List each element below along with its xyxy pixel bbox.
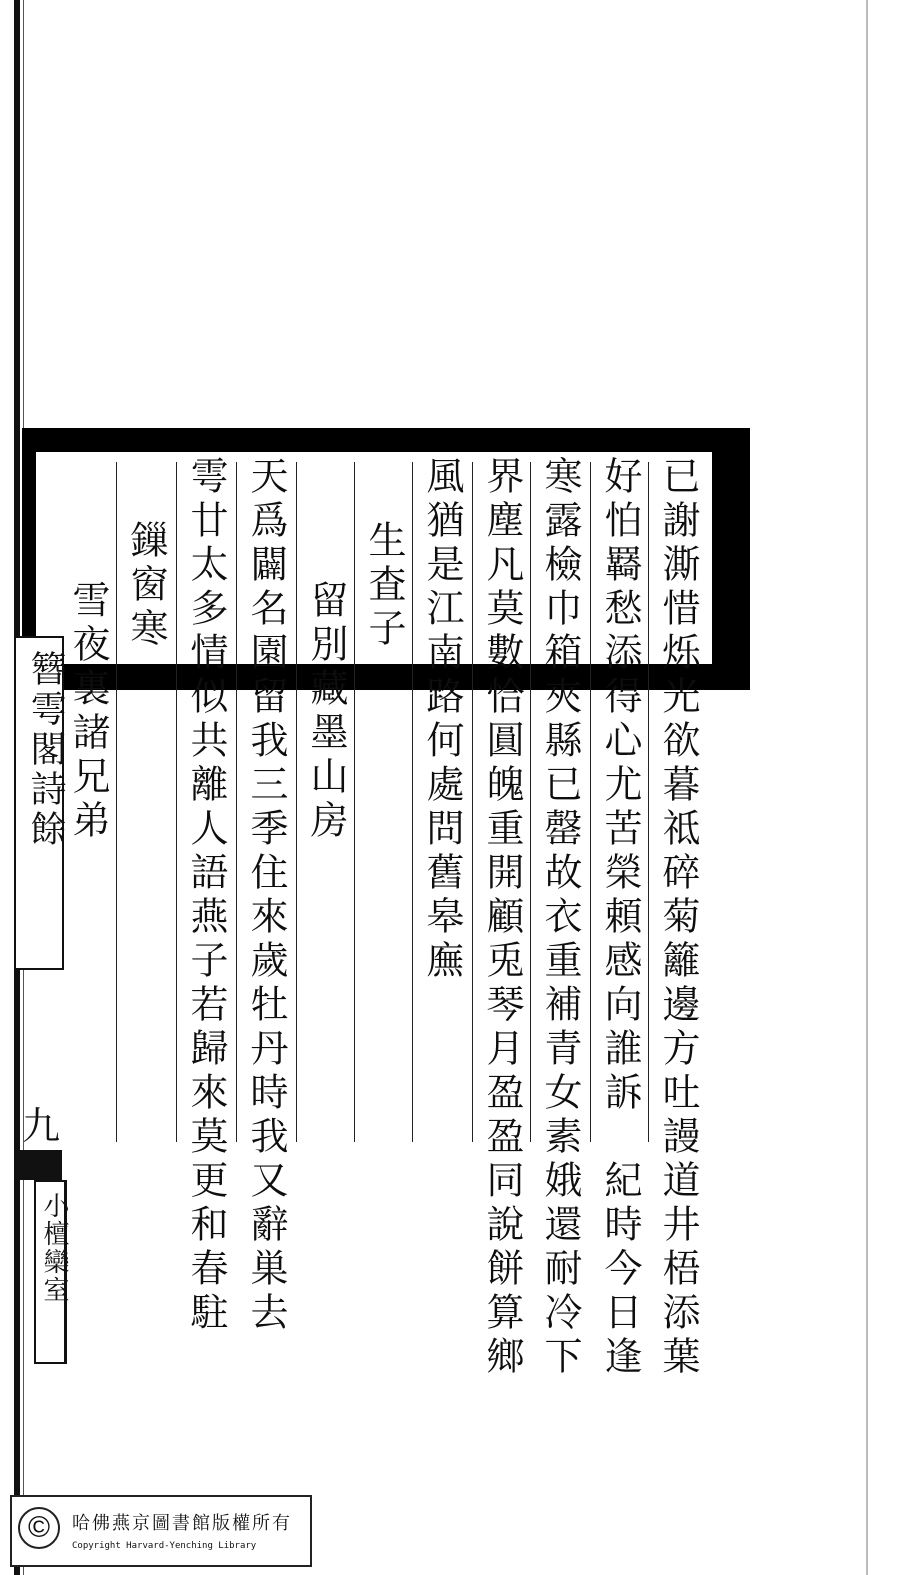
column-rule: [590, 462, 591, 1142]
poem-title-shengchazi: 生査子: [362, 520, 406, 652]
text-column-2: 好怕羇愁添得心尤苦榮頼感向誰訴 紀時今日逢: [598, 456, 642, 1380]
column-rule: [354, 462, 355, 1142]
page-number: 九: [22, 1104, 61, 1148]
text-column-3: 寒露檢巾箱夾縣已罄故衣重補青女素娥還耐冷下: [538, 456, 582, 1380]
column-rule: [530, 462, 531, 1142]
column-rule: [176, 462, 177, 1142]
text-column-8: 天爲闢名園留我三季住來歲牡丹時我又辭巣去: [244, 456, 288, 1336]
studio-name: 小檀欒室: [39, 1192, 69, 1304]
text-column-1: 已謝澌惜烁光欲暮祗碎菊籬邊方吐謾道井梧添葉: [656, 456, 700, 1380]
poem-subtitle-2: 雪夜裏諸兄弟: [66, 580, 110, 844]
page-edge: [866, 0, 868, 1575]
poem-title-suochuanghan: 鏁窗寒: [124, 520, 168, 652]
copyright-icon: ©: [18, 1507, 60, 1549]
column-rule: [648, 462, 649, 1142]
frame-right-border: [712, 428, 750, 690]
column-rule: [296, 462, 297, 1142]
copyright-english: Copyright Harvard-Yenching Library: [72, 1541, 257, 1551]
book-title: 簪雩閣詩餘: [25, 650, 66, 850]
tab-fishtail: [16, 1150, 62, 1180]
column-rule: [472, 462, 473, 1142]
copyright-chinese: 哈佛燕京圖書館版權所有: [72, 1513, 292, 1534]
column-rule: [236, 462, 237, 1142]
column-rule: [116, 462, 117, 1142]
text-column-5: 風猶是江南路何處問舊皋廡: [420, 456, 464, 984]
poem-subtitle: 留別藏墨山房: [304, 580, 348, 844]
column-rule: [412, 462, 413, 1142]
frame-top-border: [22, 428, 750, 452]
text-column-9: 雩廿太多情似共離人語燕子若歸來莫更和春駐: [184, 456, 228, 1336]
text-column-4: 界塵凡莫數恰圓魄重開顧兎琴月盈盈同說餅算鄉: [480, 456, 524, 1380]
